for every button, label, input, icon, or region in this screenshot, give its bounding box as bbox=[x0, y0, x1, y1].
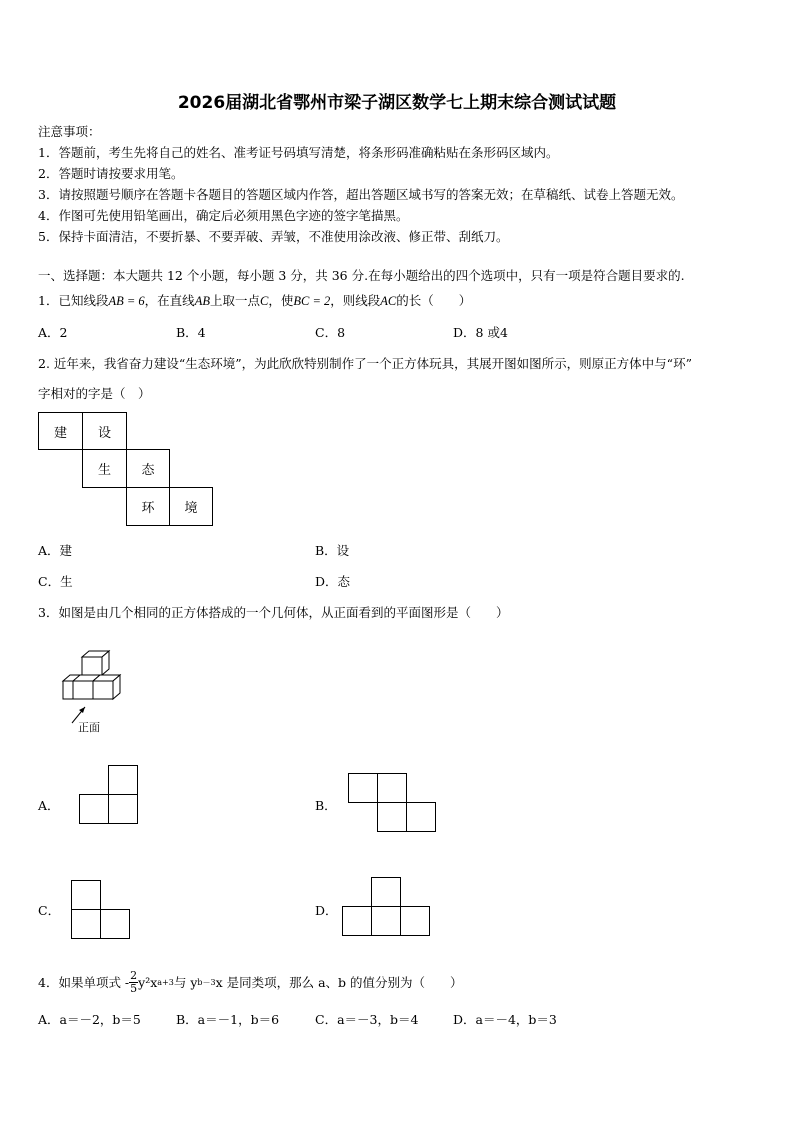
option-c-figure bbox=[71, 880, 131, 940]
notice-heading: 注意事项： bbox=[38, 124, 101, 139]
fraction-denominator: 5 bbox=[130, 981, 138, 995]
q3-option-c[interactable]: C． bbox=[38, 903, 61, 918]
fraction-numerator: 2 bbox=[130, 968, 138, 982]
q4-text: 4．如果单项式 - bbox=[38, 975, 130, 990]
q4-superscript: b－3 bbox=[197, 977, 216, 987]
q4-text: y²x bbox=[138, 974, 158, 990]
q4-option-a[interactable]: A．a＝－2，b＝5 bbox=[38, 1012, 141, 1027]
q1-text: 的长（ ） bbox=[396, 293, 472, 308]
q4-option-d[interactable]: D．a＝－4，b＝3 bbox=[453, 1012, 557, 1027]
q1-text: 上取一点 bbox=[209, 293, 260, 308]
net-cell: 生 bbox=[82, 449, 127, 488]
q4-option-b[interactable]: B．a＝－1，b＝6 bbox=[176, 1012, 280, 1027]
question-1 bbox=[38, 291, 471, 309]
q1-option-c[interactable]: C．8 bbox=[315, 325, 346, 340]
q2-option-c[interactable]: C．生 bbox=[38, 574, 73, 589]
option-d-figure bbox=[342, 877, 432, 937]
front-label: 正面 bbox=[78, 721, 100, 734]
q1-text: ，则线段 bbox=[330, 293, 381, 308]
q1-math: BC = 2 bbox=[293, 294, 331, 308]
q2-option-a[interactable]: A．建 bbox=[38, 543, 73, 558]
section-heading: 一、选择题：本大题共 12 个小题，每小题 3 分，共 36 分.在每小题给出的四个选项中，只有一项是符合题目要求的. bbox=[38, 268, 685, 283]
net-cell: 态 bbox=[126, 449, 170, 488]
q4-text: x 是同类项，那么 a、b 的值分别为（ ） bbox=[215, 975, 463, 990]
question-2-line-1: 2. 近年来，我省奋力建设“生态环境”，为此欣欣特别制作了一个正方体玩具，其展开图如图所示，则原正方体中与“环” bbox=[38, 356, 692, 371]
q2-option-d[interactable]: D．态 bbox=[315, 574, 351, 589]
notice-item: 1．答题前，考生先将自己的姓名、准考证号码填写清楚，将条形码准确粘贴在条形码区域内。 bbox=[38, 145, 559, 160]
q4-option-c[interactable]: C．a＝－3，b＝4 bbox=[315, 1012, 419, 1027]
q2-option-b[interactable]: B．设 bbox=[315, 543, 350, 558]
q4-superscript: a+3 bbox=[157, 977, 174, 987]
notice-item: 5．保持卡面清洁，不要折暴、不要弄破、弄皱，不准使用涂改液、修正带、刮纸刀。 bbox=[38, 229, 509, 244]
q1-text: ，使 bbox=[268, 293, 294, 308]
net-cell: 设 bbox=[82, 412, 127, 450]
net-cell: 建 bbox=[38, 412, 83, 450]
q1-option-b[interactable]: B．4 bbox=[176, 325, 206, 340]
q1-math: AC bbox=[380, 294, 397, 308]
q1-math: C bbox=[259, 294, 269, 308]
q3-option-d[interactable]: D． bbox=[315, 903, 338, 918]
question-4 bbox=[38, 962, 463, 1002]
q1-option-a[interactable]: A．2 bbox=[38, 325, 68, 340]
net-cell: 境 bbox=[169, 487, 213, 526]
notice-item: 3．请按照题号顺序在答题卡各题目的答题区域内作答，超出答题区域书写的答案无效；在草稿纸、试卷上答题无效。 bbox=[38, 187, 684, 202]
q3-option-a[interactable]: A． bbox=[38, 798, 60, 813]
page-title: 2026届湖北省鄂州市梁子湖区数学七上期末综合测试试题 bbox=[177, 93, 617, 113]
q1-text: ，在直线 bbox=[144, 293, 195, 308]
q3-option-b[interactable]: B． bbox=[315, 798, 337, 813]
option-b-figure bbox=[348, 773, 438, 833]
q4-fraction bbox=[129, 970, 138, 995]
q1-text: 1．已知线段 bbox=[38, 293, 109, 308]
notice-item: 4．作图可先使用铅笔画出，确定后必须用黑色字迹的签字笔描黑。 bbox=[38, 208, 409, 223]
notice-item: 2．答题时请按要求用笔。 bbox=[38, 166, 184, 181]
q4-text: 与 y bbox=[173, 975, 198, 990]
q1-math: AB bbox=[194, 294, 210, 308]
q1-math: AB = 6 bbox=[108, 294, 145, 308]
q1-option-d[interactable]: D．8 或4 bbox=[453, 325, 508, 340]
question-3: 3．如图是由几个相同的正方体搭成的一个几何体，从正面看到的平面图形是（ ） bbox=[38, 605, 509, 620]
net-cell: 环 bbox=[126, 487, 170, 526]
question-2-line-2: 字相对的字是（ ） bbox=[38, 386, 151, 401]
option-a-figure bbox=[79, 765, 139, 825]
